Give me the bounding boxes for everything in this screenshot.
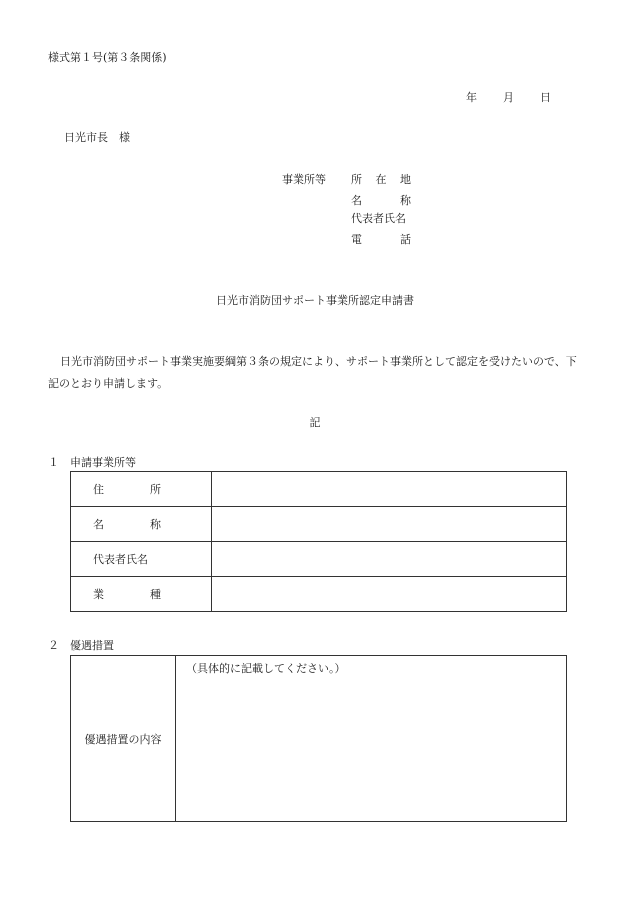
row-label-char: 業 (93, 588, 104, 601)
preferential-table (70, 655, 567, 822)
row-label-representative (71, 542, 212, 577)
applicant-field-char: 称 (400, 194, 411, 207)
applicant-table (70, 471, 567, 612)
date-day: 日 (540, 91, 551, 104)
section1-heading (48, 456, 136, 470)
address-input-cell[interactable] (212, 472, 567, 507)
row-label-name (71, 507, 212, 542)
table-row (71, 656, 567, 822)
applicant-field-phone (351, 233, 411, 247)
date-year: 年 (466, 91, 477, 104)
row-label-char: 所 (150, 483, 161, 496)
applicant-field-name (351, 194, 411, 208)
representative-input-cell[interactable] (212, 542, 567, 577)
applicant-field-char: 話 (400, 233, 411, 246)
applicant-field-char: 地 (400, 173, 411, 186)
row-label-char: 名 (93, 518, 104, 531)
date-month: 月 (503, 91, 514, 104)
row-label-industry (71, 577, 212, 612)
document-title: 日光市消防団サポート事業所認定申請書 (216, 294, 414, 307)
row-label-char: 住 (93, 483, 104, 496)
body-text: 日光市消防団サポート事業実施要綱第３条の規定により、サポート事業所として認定を受けたいので、下記のとおり申請します。 (48, 355, 577, 390)
applicant-field-char: 電 (351, 233, 362, 246)
table-row (71, 542, 567, 577)
form-number: 様式第１号(第３条関係) (48, 51, 167, 64)
applicant-field-representative (351, 212, 411, 226)
section1-title: 申請事業所等 (70, 456, 136, 469)
applicant-field-char: 所 (351, 173, 362, 186)
table-row (71, 507, 567, 542)
addressee: 日光市長 様 (64, 131, 130, 144)
row-label-char: 種 (150, 588, 161, 601)
industry-input-cell[interactable] (212, 577, 567, 612)
ki-mark: 記 (309, 416, 321, 429)
applicant-field-char: 在 (375, 173, 387, 186)
section2-number: ２ (48, 639, 59, 652)
table-row (71, 577, 567, 612)
row-label-char: 代表者氏名 (93, 553, 148, 566)
preferential-instruction: （具体的に記載してください。） (186, 662, 346, 675)
section2-title: 優遇措置 (70, 639, 114, 652)
section2-heading (48, 639, 114, 653)
section1-number: １ (48, 456, 59, 469)
applicant-field-char: 代表者氏名 (351, 212, 406, 225)
row-label-char: 称 (150, 518, 161, 531)
applicant-field-address (351, 173, 411, 187)
table-row (71, 472, 567, 507)
applicant-field-char: 名 (351, 194, 362, 207)
applicant-label: 事業所等 (282, 173, 326, 186)
row-label-preferential-content: 優遇措置の内容 (71, 656, 176, 822)
name-input-cell[interactable] (212, 507, 567, 542)
preferential-content-cell[interactable] (176, 656, 567, 822)
row-label-address (71, 472, 212, 507)
